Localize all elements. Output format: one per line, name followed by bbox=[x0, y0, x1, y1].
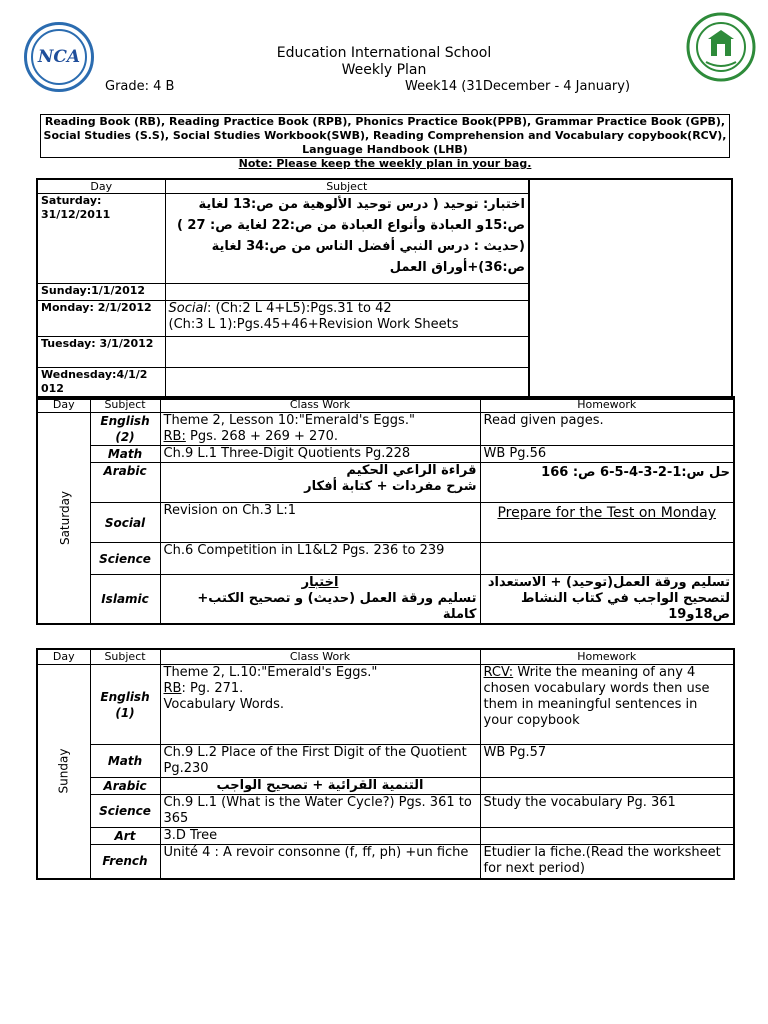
subject-cell: Social bbox=[90, 503, 160, 543]
classwork-cell: Unité 4 : A revoir consonne (f, ff, ph) +un fiche bbox=[160, 845, 480, 879]
day-cell bbox=[37, 665, 90, 879]
books-legend: Reading Book (RB), Reading Practice Book (RPB), Phonics Practice Book(PPB), Grammar Practice Book (GPB), Social Studies (S.S), Social Studies Workbook(SWB), Reading Comprehension and Vocabulary copybook(RCV), Language Handbook (LHB) bbox=[40, 114, 730, 158]
classwork-line: Vocabulary Words. bbox=[163, 697, 285, 712]
col-day: Day bbox=[37, 397, 90, 413]
subject-cell: English (2) bbox=[90, 413, 160, 446]
classwork-cell: 3.D Tree bbox=[160, 828, 480, 845]
rb-label: RB: bbox=[163, 429, 186, 444]
homework-line: Write the meaning of any 4 chosen vocabulary words then use them in meaningful sentences in your copybook bbox=[483, 665, 710, 728]
col-day: Day bbox=[37, 179, 165, 194]
rb-label: RB bbox=[163, 681, 182, 696]
subject-cell: Math bbox=[90, 446, 160, 463]
homework-cell: Etudier la fiche.(Read the worksheet for next period) bbox=[480, 845, 734, 879]
table-row bbox=[37, 778, 734, 795]
social-line1: : (Ch:2 L 4+L5):Pgs.31 to 42 bbox=[207, 301, 392, 316]
table-row bbox=[37, 575, 734, 625]
bag-note: Note: Please keep the weekly plan in your bag. bbox=[238, 157, 532, 170]
subject-cell: Arabic bbox=[90, 778, 160, 795]
classwork-cell: Ch.9 L.1 Three-Digit Quotients Pg.228 bbox=[160, 446, 480, 463]
homework-cell: Read given pages. bbox=[480, 413, 734, 446]
classwork-line: Theme 2, Lesson 10:"Emerald's Eggs." bbox=[163, 413, 415, 428]
test-subject bbox=[165, 368, 529, 399]
col-classwork: Class Work bbox=[160, 397, 480, 413]
homework-cell: تسليم ورقة العمل(توحيد) + الاستعداد لتصحيح الواجب في كتاب النشاط ص18و19 bbox=[480, 575, 734, 625]
classwork-cell bbox=[160, 665, 480, 745]
col-day: Day bbox=[37, 649, 90, 665]
homework-cell: Prepare for the Test on Monday bbox=[480, 503, 734, 543]
classwork-line: : Pg. 271. bbox=[181, 681, 244, 696]
col-homework: Homework bbox=[480, 649, 734, 665]
classwork-cell: Ch.6 Competition in L1&L2 Pgs. 236 to 239 bbox=[160, 543, 480, 575]
subject-cell: English (1) bbox=[90, 665, 160, 745]
sunday-table bbox=[36, 648, 735, 880]
accreditation-logo-text: NCA bbox=[31, 29, 87, 85]
col-subject: Subject bbox=[90, 649, 160, 665]
classwork-line: قراءة الراعي الحكيم bbox=[346, 463, 477, 478]
classwork-cell: Revision on Ch.3 L:1 bbox=[160, 503, 480, 543]
homework-cell bbox=[480, 665, 734, 745]
classwork-cell bbox=[160, 575, 480, 625]
grade-label: Grade: 4 B bbox=[105, 79, 175, 94]
table-row bbox=[37, 413, 734, 446]
classwork-cell bbox=[160, 413, 480, 446]
plan-title: Weekly Plan bbox=[341, 62, 427, 78]
classwork-cell: التنمية القرائية + تصحيح الواجب bbox=[160, 778, 480, 795]
homework-cell: WB Pg.57 bbox=[480, 745, 734, 778]
exam-label: اختبار bbox=[301, 575, 339, 590]
classwork-line: شرح مفردات + كتابة أفكار bbox=[304, 479, 477, 494]
subject-cell: Math bbox=[90, 745, 160, 778]
col-subject: Subject bbox=[165, 179, 529, 194]
classwork-line: Pgs. 268 + 269 + 270. bbox=[185, 429, 338, 444]
test-subject bbox=[165, 301, 529, 337]
homework-cell: WB Pg.56 bbox=[480, 446, 734, 463]
col-subject: Subject bbox=[90, 397, 160, 413]
subject-cell: Islamic bbox=[90, 575, 160, 625]
homework-cell bbox=[480, 543, 734, 575]
test-day: Tuesday: 3/1/2012 bbox=[37, 337, 165, 368]
subject-cell: Science bbox=[90, 543, 160, 575]
test-day: Saturday: 31/12/2011 bbox=[37, 194, 165, 284]
test-day: Wednesday:4/1/2 012 bbox=[37, 368, 165, 399]
subject-cell: French bbox=[90, 845, 160, 879]
saturday-table bbox=[36, 396, 735, 625]
week-label: Week14 (31December - 4 January) bbox=[405, 79, 631, 94]
homework-cell bbox=[480, 828, 734, 845]
table-row bbox=[37, 463, 734, 503]
col-homework: Homework bbox=[480, 397, 734, 413]
day-cell bbox=[37, 413, 90, 625]
subject-cell: Science bbox=[90, 795, 160, 828]
test-day: Sunday:1/1/2012 bbox=[37, 284, 165, 301]
table-row bbox=[37, 745, 734, 778]
classwork-line: تسليم ورقة العمل (حديث) و تصحيح الكتب+ كاملة bbox=[197, 591, 477, 622]
social-label: Social bbox=[168, 301, 208, 316]
day-label: Sunday bbox=[56, 748, 71, 794]
classwork-line: Theme 2, L.10:"Emerald's Eggs." bbox=[163, 665, 378, 680]
table-row bbox=[37, 446, 734, 463]
social-line2: (Ch:3 L 1):Pgs.45+46+Revision Work Sheets bbox=[168, 317, 459, 332]
classwork-cell: Ch.9 L.2 Place of the First Digit of the Quotient Pg.230 bbox=[160, 745, 480, 778]
table-row bbox=[37, 543, 734, 575]
subject-cell: Arabic bbox=[90, 463, 160, 503]
classwork-cell: Ch.9 L.1 (What is the Water Cycle?) Pgs. 361 to 365 bbox=[160, 795, 480, 828]
homework-cell: Study the vocabulary Pg. 361 bbox=[480, 795, 734, 828]
test-subject: اختبار: توحيد ( درس توحيد الألوهية من ص:13 لغاية ص:15و العبادة وأنواع العبادة من ص:22 لغاية ص: 27 ) (حديث : درس النبي أفضل الناس من ص:34 لغاية ص:36)+أوراق العمل bbox=[165, 194, 529, 284]
table-row bbox=[37, 503, 734, 543]
table-row bbox=[37, 845, 734, 879]
school-name: Education International School bbox=[276, 45, 492, 61]
test-day: Monday: 2/1/2012 bbox=[37, 301, 165, 337]
test-subject bbox=[165, 337, 529, 368]
classwork-cell bbox=[160, 463, 480, 503]
homework-cell bbox=[480, 778, 734, 795]
table-row bbox=[37, 665, 734, 745]
rcv-label: RCV: bbox=[483, 665, 514, 680]
tests-table bbox=[36, 178, 733, 400]
blank-side-cell bbox=[529, 179, 732, 399]
table-row bbox=[37, 828, 734, 845]
homework-cell: حل س:1-2-3-4-5-6 ص: 166 bbox=[480, 463, 734, 503]
subject-cell: Art bbox=[90, 828, 160, 845]
col-classwork: Class Work bbox=[160, 649, 480, 665]
test-subject bbox=[165, 284, 529, 301]
day-label: Saturday bbox=[58, 490, 73, 545]
table-row bbox=[37, 795, 734, 828]
